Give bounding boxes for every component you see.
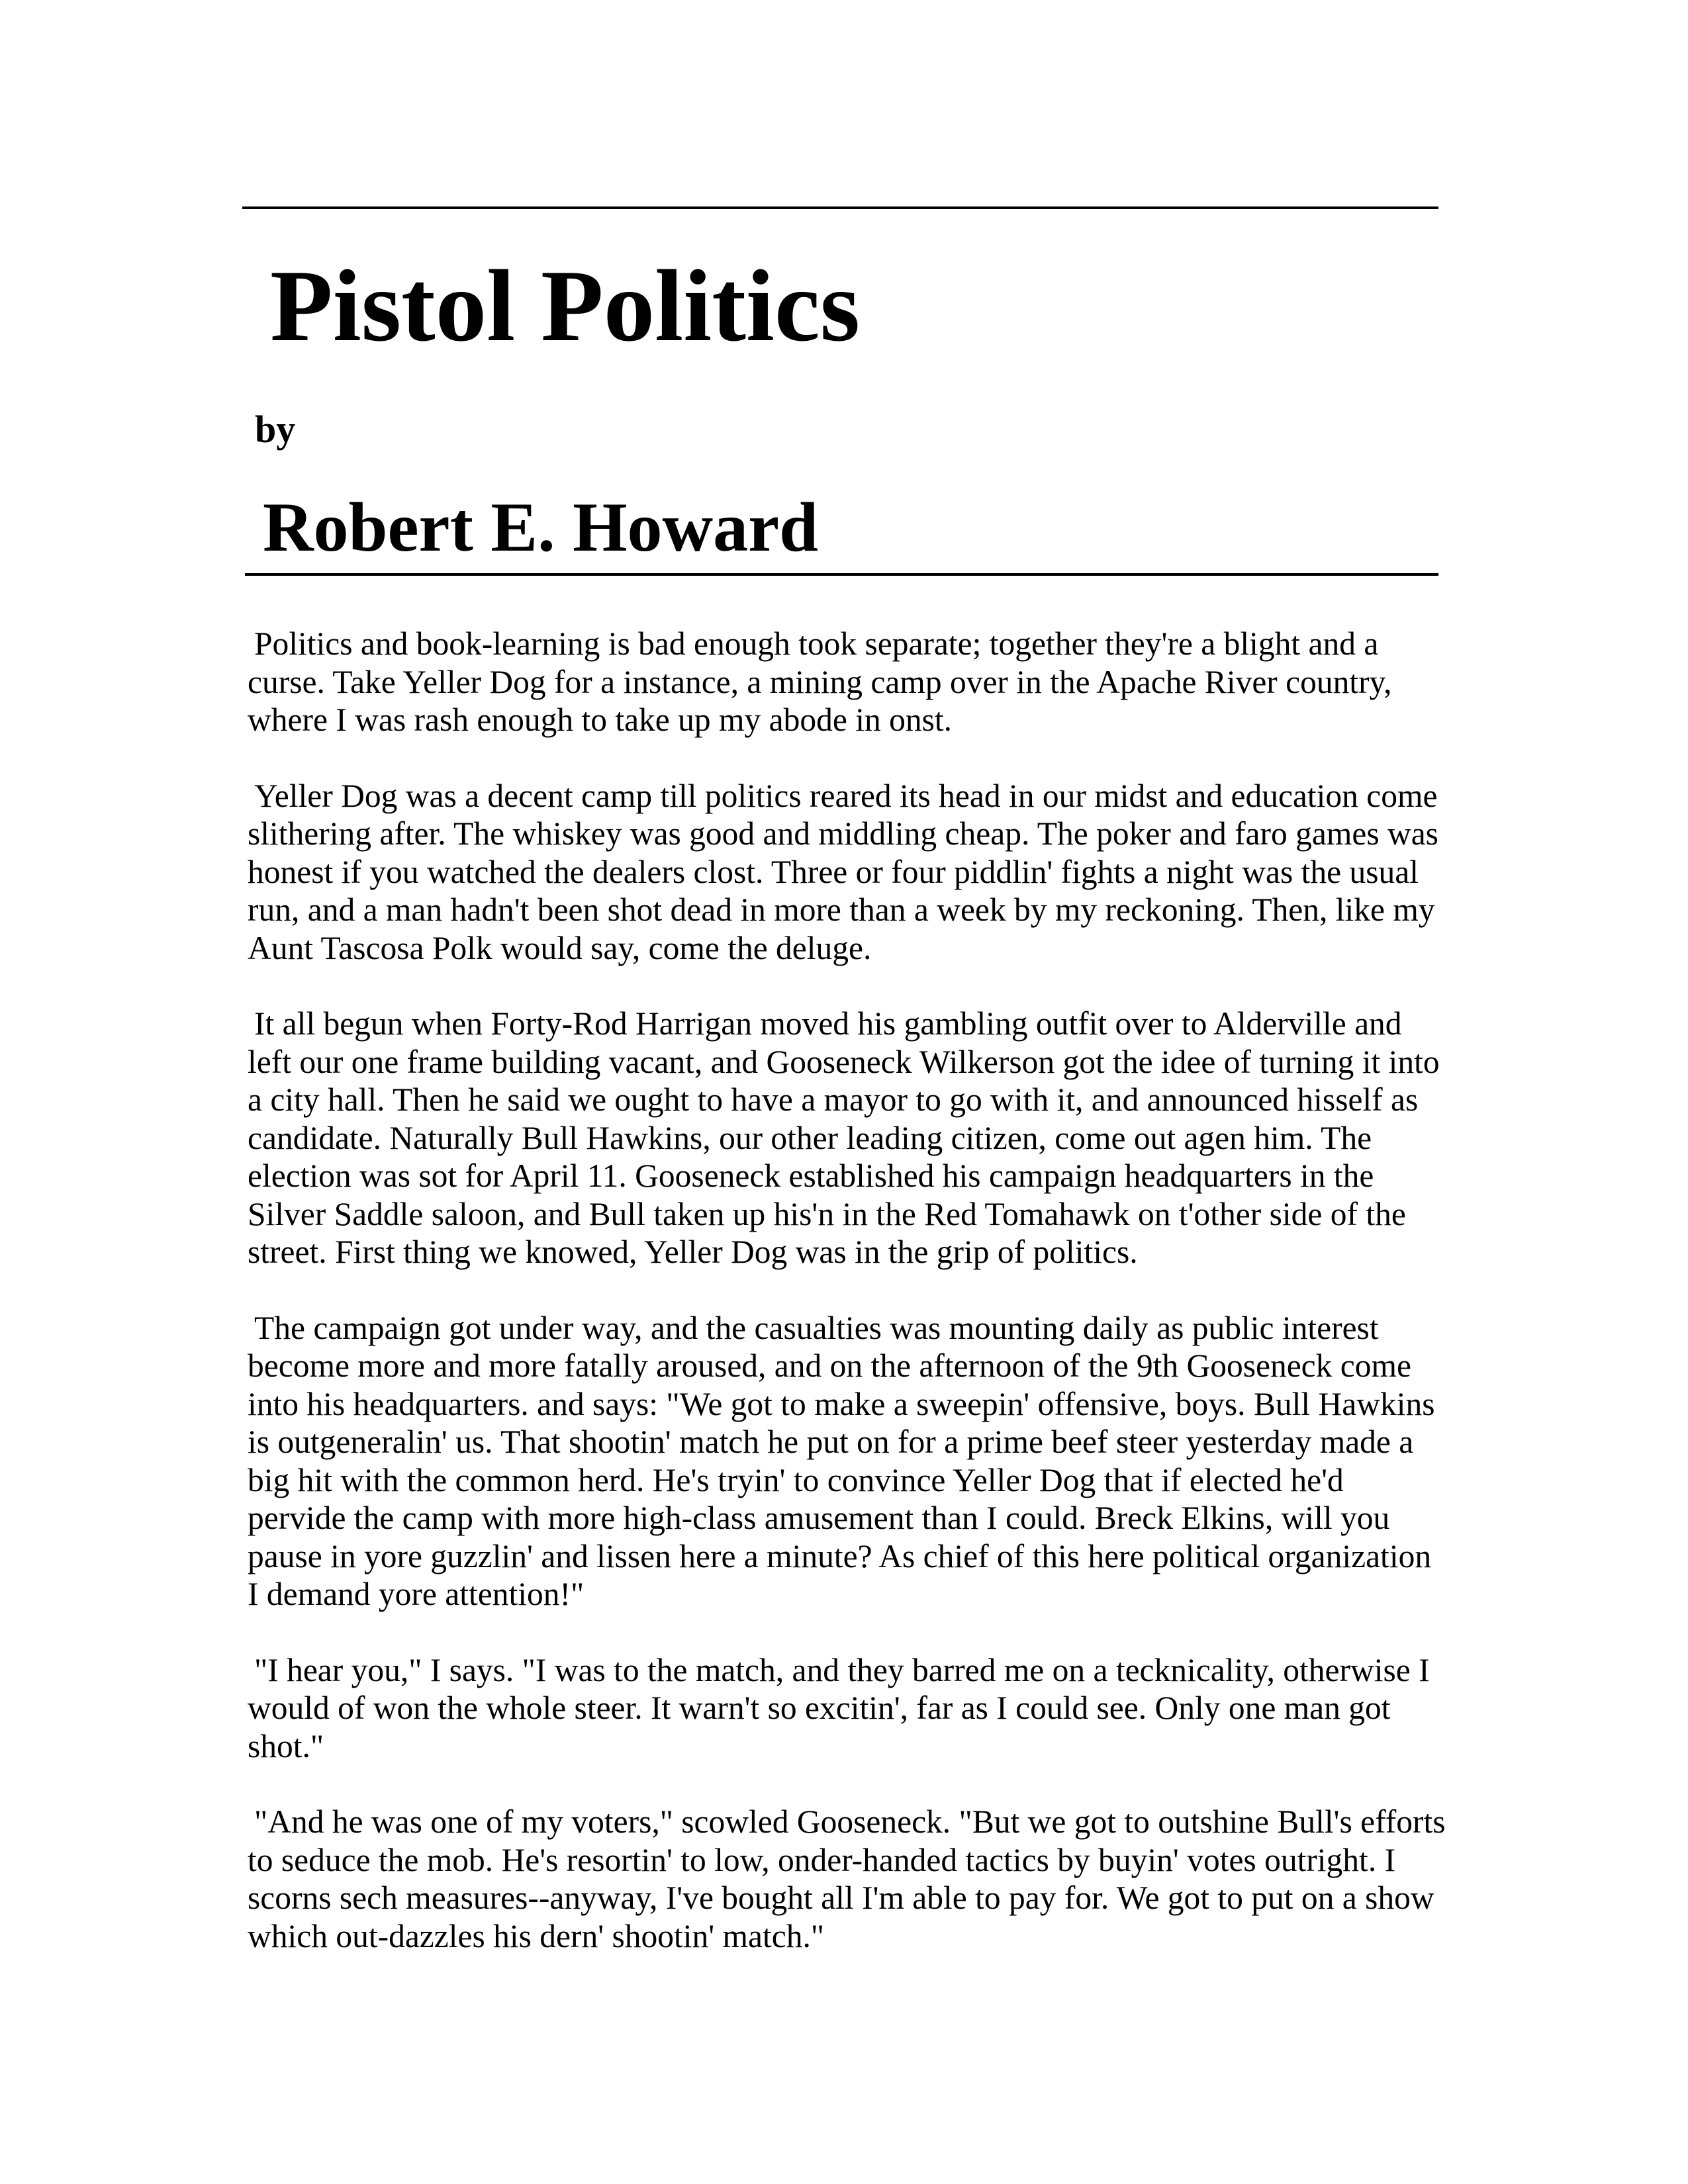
paragraph: It all begun when Forty-Rod Harrigan moved his gambling outfit over to Alderville and left our one frame building vacant, and Gooseneck Wilkerson got the idee of turning it into a city hall. Then he said we ought to have a mayor to go with it, and announced hisself as candidate. Naturally Bull Hawkins, our other leading citizen, come out agen him. The election was sot for April 11. Gooseneck established his campaign headquarters in the Silver Saddle saloon, and Bull taken up his'n in the Red Tomahawk on t'other side of the street. First thing we knowed, Yeller Dog was in the grip of politics. <box>248 1005 1440 1270</box>
header-rule <box>245 573 1438 576</box>
top-rule <box>242 206 1438 209</box>
paragraph: Politics and book-learning is bad enough took separate; together they're a blight and a curse. Take Yeller Dog for a instance, a mining camp over in the Apache River country, where I was rash enough to take up my abode in onst. <box>248 625 1392 738</box>
paragraph: "I hear you," I says. "I was to the match, and they barred me on a tecknicality, otherwise I would of won the whole steer. It warn't so excitin', far as I could see. Only one man got shot." <box>248 1651 1430 1764</box>
paragraph: "And he was one of my voters," scowled Gooseneck. "But we got to outshine Bull's efforts to seduce the mob. He's resortin' to low, onder-handed tactics by buyin' votes outright. I scorns sech measures--anyway, I've bought all I'm able to pay for. We got to put on a show which out-dazzles his dern' shootin' match." <box>248 1803 1446 1954</box>
story-title: Pistol Politics <box>270 249 861 363</box>
story-body <box>248 625 1446 1993</box>
byline: by <box>255 408 296 451</box>
paragraph: The campaign got under way, and the casualties was mounting daily as public interest become more and more fatally aroused, and on the afternoon of the 9th Gooseneck come into his headquarters. and says: "We got to make a sweepin' offensive, boys. Bull Hawkins is outgeneralin' us. That shootin' match he put on for a prime beef steer yesterday made a big hit with the common herd. He's tryin' to convince Yeller Dog that if elected he'd pervide the camp with more high-class amusement than I could. Breck Elkins, will you pause in yore guzzlin' and lissen here a minute? As chief of this here political organization I demand yore attention!" <box>248 1309 1435 1612</box>
author-name: Robert E. Howard <box>263 488 819 566</box>
paragraph: Yeller Dog was a decent camp till politics reared its head in our midst and education come slithering after. The whiskey was good and middling cheap. The poker and faro games was honest if you watched the dealers clost. Three or four piddlin' fights a night was the usual run, and a man hadn't been shot dead in more than a week by my reckoning. Then, like my Aunt Tascosa Polk would say, come the deluge. <box>248 777 1438 966</box>
